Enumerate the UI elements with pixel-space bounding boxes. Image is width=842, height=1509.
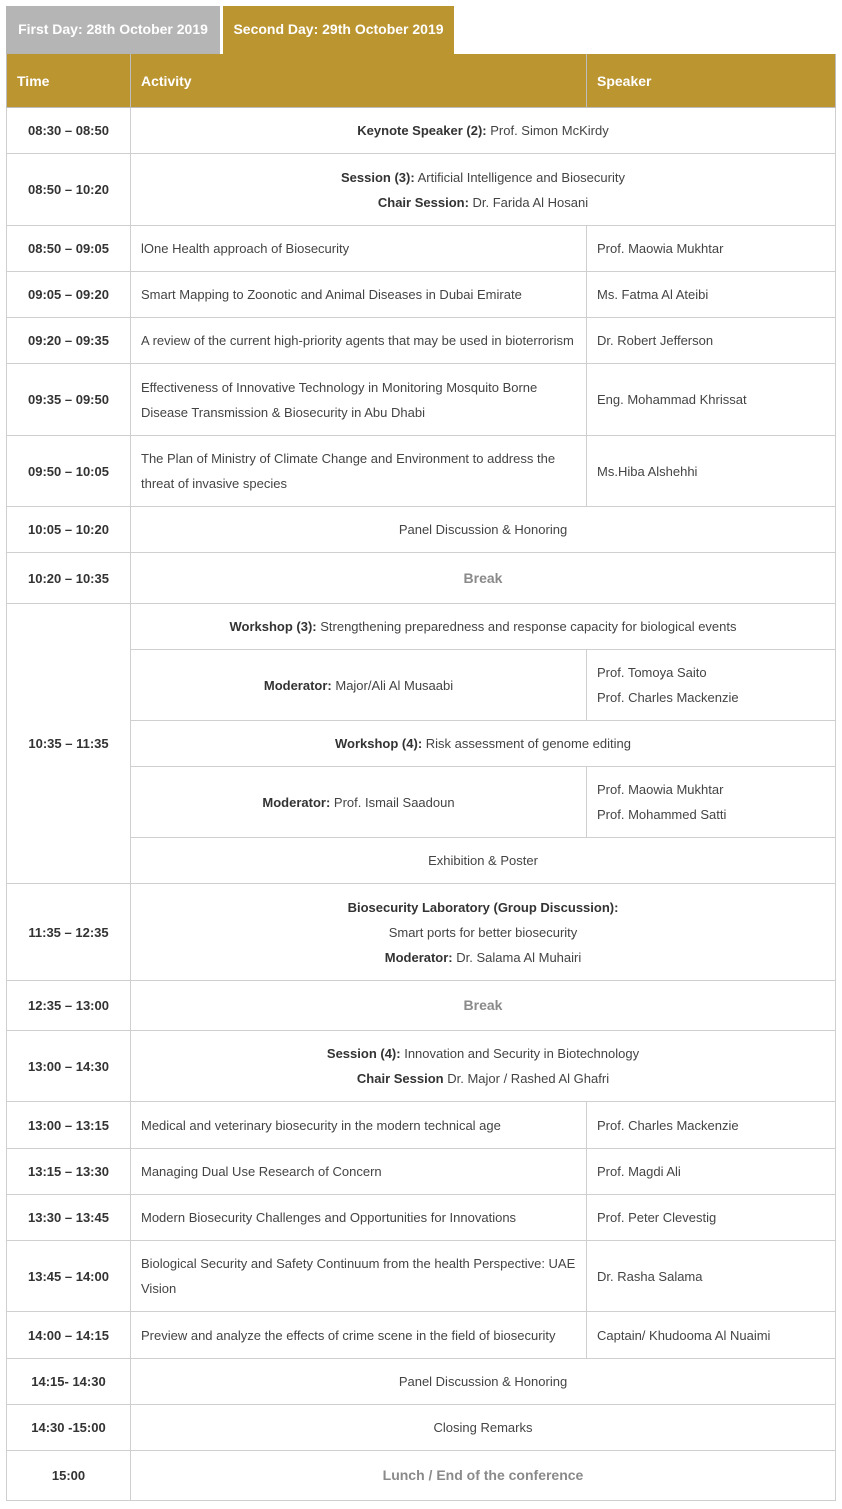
- exhibition-cell: Exhibition & Poster: [131, 838, 836, 884]
- table-row: [7, 650, 836, 721]
- activity-cell: [131, 154, 836, 226]
- table-row: [7, 1405, 836, 1451]
- speaker-name: Prof. Mohammed Satti: [597, 807, 727, 822]
- activity-cell: Closing Remarks: [131, 1405, 836, 1451]
- table-header-row: [7, 54, 836, 108]
- table-row: [7, 1031, 836, 1102]
- table-row: [7, 1312, 836, 1359]
- lab-label: Biosecurity Laboratory (Group Discussion):: [347, 899, 619, 915]
- table-row: [7, 1195, 836, 1241]
- table-row: [7, 553, 836, 604]
- activity-value: Prof. Simon McKirdy: [486, 123, 609, 138]
- speaker-name: Prof. Charles Mackenzie: [597, 690, 739, 705]
- speaker-cell: Prof. Peter Clevestig: [587, 1195, 836, 1241]
- workshop-cell: [131, 721, 836, 767]
- speaker-name: Prof. Maowia Mukhtar: [597, 782, 724, 797]
- table-row: [7, 272, 836, 318]
- activity-label: Keynote Speaker (2):: [357, 123, 487, 138]
- chair-name: Dr. Farida Al Hosani: [468, 194, 589, 210]
- time-cell: 14:30 -15:00: [7, 1405, 131, 1451]
- activity-cell: Modern Biosecurity Challenges and Opportunities for Innovations: [131, 1195, 587, 1241]
- break-cell: Break: [131, 553, 836, 604]
- speaker-cell: Dr. Rasha Salama: [587, 1241, 836, 1312]
- time-cell: 08:50 – 09:05: [7, 226, 131, 272]
- closing-cell: Lunch / End of the conference: [131, 1451, 836, 1501]
- session-title: Artificial Intelligence and Biosecurity: [414, 169, 625, 185]
- time-cell: 10:20 – 10:35: [7, 553, 131, 604]
- time-cell: 09:05 – 09:20: [7, 272, 131, 318]
- activity-cell: [131, 884, 836, 981]
- chair-name: Dr. Major / Rashed Al Ghafri: [443, 1071, 610, 1086]
- table-row: [7, 604, 836, 650]
- lab-topic: Smart ports for better biosecurity: [388, 924, 578, 940]
- time-cell: 13:00 – 14:30: [7, 1031, 131, 1102]
- speaker-cell: Eng. Mohammad Khrissat: [587, 364, 836, 436]
- header-speaker: Speaker: [587, 54, 836, 108]
- time-cell: 11:35 – 12:35: [7, 884, 131, 981]
- moderator-name: Major/Ali Al Musaabi: [331, 677, 454, 693]
- day-tabs: [6, 6, 836, 54]
- activity-cell: Smart Mapping to Zoonotic and Animal Diseases in Dubai Emirate: [131, 272, 587, 318]
- time-cell: 13:15 – 13:30: [7, 1149, 131, 1195]
- time-cell: 08:30 – 08:50: [7, 108, 131, 154]
- time-cell: 14:15- 14:30: [7, 1359, 131, 1405]
- speaker-cell: Prof. Maowia Mukhtar: [587, 226, 836, 272]
- table-row: [7, 154, 836, 226]
- moderator-cell: [131, 767, 587, 838]
- table-row: [7, 884, 836, 981]
- moderator-cell: [131, 650, 587, 721]
- activity-cell: Managing Dual Use Research of Concern: [131, 1149, 587, 1195]
- time-cell: 08:50 – 10:20: [7, 154, 131, 226]
- chair-label: Chair Session: [356, 1071, 444, 1086]
- time-cell: 09:35 – 09:50: [7, 364, 131, 436]
- time-cell: 13:45 – 14:00: [7, 1241, 131, 1312]
- schedule-table-wrapper: [6, 54, 835, 1501]
- time-cell: 09:20 – 09:35: [7, 318, 131, 364]
- moderator-label: Moderator:: [384, 949, 453, 965]
- header-activity: Activity: [131, 54, 587, 108]
- time-cell: 12:35 – 13:00: [7, 981, 131, 1031]
- activity-cell: [131, 1031, 836, 1102]
- chair-label: Chair Session:: [377, 194, 469, 210]
- table-row: [7, 108, 836, 154]
- time-cell: 10:05 – 10:20: [7, 507, 131, 553]
- session-title: Innovation and Security in Biotechnology: [400, 1046, 640, 1061]
- speaker-cell: Captain/ Khudooma Al Nuaimi: [587, 1312, 836, 1359]
- table-row: [7, 767, 836, 838]
- workshop-title: Strengthening preparedness and response capacity for biological events: [316, 619, 737, 634]
- header-time: Time: [7, 54, 131, 108]
- table-row: [7, 226, 836, 272]
- table-row: [7, 721, 836, 767]
- activity-cell: Biological Security and Safety Continuum from the health Perspective: UAE Vision: [131, 1241, 587, 1312]
- speaker-cell: [587, 767, 836, 838]
- session-label: Session (3):: [341, 169, 415, 185]
- workshop-label: Workshop (4):: [335, 736, 423, 751]
- moderator-label: Moderator:: [263, 677, 332, 693]
- speaker-name: Prof. Tomoya Saito: [597, 665, 707, 680]
- speaker-cell: Prof. Charles Mackenzie: [587, 1102, 836, 1149]
- activity-cell: The Plan of Ministry of Climate Change and Environment to address the threat of invasive species: [131, 436, 587, 507]
- tab-first-day[interactable]: First Day: 28th October 2019: [6, 6, 220, 54]
- table-row: [7, 507, 836, 553]
- table-row: [7, 364, 836, 436]
- activity-cell: Effectiveness of Innovative Technology in Monitoring Mosquito Borne Disease Transmission & Biosecurity in Abu Dhabi: [131, 364, 587, 436]
- session-label: Session (4):: [326, 1046, 401, 1061]
- activity-cell: Panel Discussion & Honoring: [131, 507, 836, 553]
- workshop-label: Workshop (3):: [229, 619, 317, 634]
- table-row: [7, 1359, 836, 1405]
- schedule-table: [6, 54, 836, 1501]
- time-cell: 10:35 – 11:35: [7, 604, 131, 884]
- time-cell: 13:30 – 13:45: [7, 1195, 131, 1241]
- activity-cell: Medical and veterinary biosecurity in the modern technical age: [131, 1102, 587, 1149]
- table-row: [7, 981, 836, 1031]
- moderator-label: Moderator:: [262, 794, 331, 810]
- table-row: [7, 838, 836, 884]
- table-row: [7, 1241, 836, 1312]
- workshop-title: Risk assessment of genome editing: [422, 736, 631, 751]
- workshop-cell: [131, 604, 836, 650]
- table-row: [7, 1102, 836, 1149]
- time-cell: 15:00: [7, 1451, 131, 1501]
- table-row: [7, 318, 836, 364]
- time-cell: 14:00 – 14:15: [7, 1312, 131, 1359]
- speaker-cell: [587, 650, 836, 721]
- time-cell: 13:00 – 13:15: [7, 1102, 131, 1149]
- time-cell: 09:50 – 10:05: [7, 436, 131, 507]
- activity-cell: Panel Discussion & Honoring: [131, 1359, 836, 1405]
- table-row: [7, 436, 836, 507]
- activity-cell: Preview and analyze the effects of crime scene in the field of biosecurity: [131, 1312, 587, 1359]
- table-row: [7, 1149, 836, 1195]
- speaker-cell: Dr. Robert Jefferson: [587, 318, 836, 364]
- tab-second-day[interactable]: Second Day: 29th October 2019: [223, 6, 454, 54]
- moderator-name: Dr. Salama Al Muhairi: [452, 949, 582, 965]
- activity-cell: [131, 108, 836, 154]
- speaker-cell: Ms. Fatma Al Ateibi: [587, 272, 836, 318]
- activity-cell: lOne Health approach of Biosecurity: [131, 226, 587, 272]
- table-row: [7, 1451, 836, 1501]
- activity-cell: A review of the current high-priority agents that may be used in bioterrorism: [131, 318, 587, 364]
- break-cell: Break: [131, 981, 836, 1031]
- speaker-cell: Ms.Hiba Alshehhi: [587, 436, 836, 507]
- speaker-cell: Prof. Magdi Ali: [587, 1149, 836, 1195]
- moderator-name: Prof. Ismail Saadoun: [330, 794, 455, 810]
